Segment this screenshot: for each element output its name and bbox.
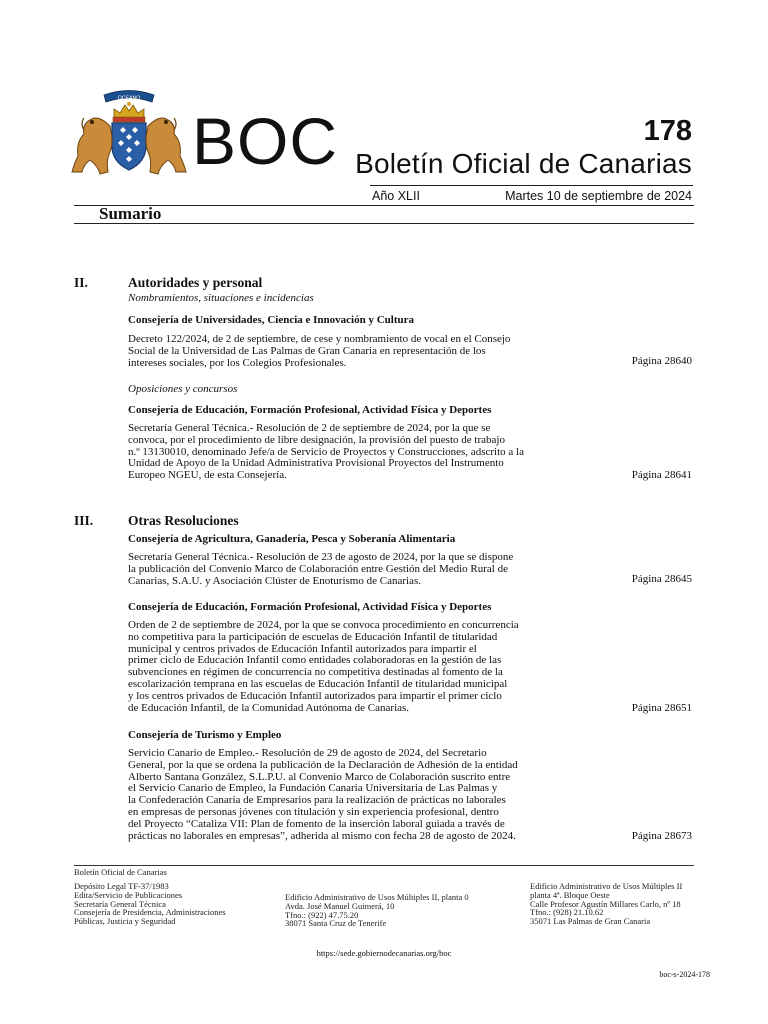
publication-date: Martes 10 de septiembre de 2024 xyxy=(505,189,692,203)
entry-line: el Servicio Canario de Empleo, la Fundación Canaria Universitaria de Las Palmas y xyxy=(128,782,498,795)
footer-line: Edita/Servicio de Publicaciones xyxy=(74,889,183,900)
footer-url-link[interactable]: https://sede.gobiernodecanarias.org/boc xyxy=(316,948,452,958)
footer-divider xyxy=(74,865,694,866)
coat-of-arms-logo xyxy=(70,84,188,179)
entry-line: del Proyecto “Cataliza VII: Plan de fomento de la inserción laboral guiada a través de xyxy=(128,817,505,830)
summary-rule-top xyxy=(74,205,694,206)
summary-entry[interactable] xyxy=(128,552,530,587)
footer-line: planta 4ª. Bloque Oeste xyxy=(530,889,610,900)
entry-line: Unidad de Apoyo de la Unidad Administrativa Provisional Proyectos del Instrumento xyxy=(128,457,504,470)
entry-line: subvenciones en régimen de concurrencia no competitiva destinadas al fomento de la xyxy=(128,666,503,679)
entry-line: no competitiva para la participación de escuelas de Educación Infantil de titularidad xyxy=(128,630,498,643)
footer-line: Edificio Administrativo de Usos Múltiples II xyxy=(530,881,683,891)
section-title: Autoridades y personal xyxy=(128,275,263,290)
entry-line: prácticas no laborales en empresas”, adherida al mismo con fecha 28 de agosto de 2024. xyxy=(128,829,516,842)
entry-line: Decreto 122/2024, de 2 de septiembre, de cese y nombramiento de vocal en el Consejo xyxy=(128,333,511,345)
footer-publication-name: Boletín Oficial de Canarias xyxy=(74,867,167,877)
page-reference-link[interactable]: Página 28651 xyxy=(631,702,692,714)
entry-line: la publicación del Convenio Marco de Colaboración entre Gestión del Medio Rural de xyxy=(128,562,508,575)
summary-entry[interactable] xyxy=(128,334,530,369)
entry-line: Servicio Canario de Empleo.- Resolución de 29 de agosto de 2024, del Secretario xyxy=(128,747,487,759)
page-reference-link[interactable]: Página 28640 xyxy=(631,355,692,367)
entry-line: Secretaría General Técnica.- Resolución de 23 de agosto de 2024, por la que se dispone xyxy=(128,551,514,563)
section-number: II. xyxy=(74,275,88,290)
entry-line: y los centros privados de Educación Infantil autorizados para impartir el primer ciclo xyxy=(128,689,502,702)
summary-entry[interactable] xyxy=(128,423,530,482)
entry-line: Social de la Universidad de Las Palmas de Gran Canaria en representación de los xyxy=(128,344,486,357)
footer-line: Edificio Administrativo de Usos Múltiples II, planta 0 xyxy=(285,892,469,902)
motto-lettering: OCEANO xyxy=(117,95,141,102)
footer-line: Consejería de Presidencia, Administraciones xyxy=(74,907,226,918)
entry-line: n.º 13130010, denominado Jefe/a de Servicio de Proyectos y Construcciones, adscrito a la xyxy=(128,445,524,458)
document-code: boc-s-2024-178 xyxy=(659,970,710,979)
footer-line: Tfno.: (922) 47.75.20 xyxy=(285,909,359,920)
summary-entry[interactable] xyxy=(128,620,530,714)
footer-tenerife-address xyxy=(285,893,505,928)
footer-publisher-info xyxy=(74,882,269,926)
summary-heading: Sumario xyxy=(99,204,162,223)
entry-line: la Confederación Canaria de Empresarios para la realización de prácticas no laborales xyxy=(128,794,506,807)
entry-line: Canarias, S.A.U. y Asociación Clúster de Enoturismo de Canarias. xyxy=(128,574,421,587)
header-divider xyxy=(370,185,693,186)
footer-line: 35071 Las Palmas de Gran Canaria xyxy=(530,916,651,927)
page-reference-link[interactable]: Página 28645 xyxy=(631,573,692,585)
organization-heading: Consejería de Educación, Formación Profesional, Actividad Física y Deportes xyxy=(128,601,492,613)
footer-line: Avda. José Manuel Guimerá, 10 xyxy=(285,900,395,911)
page-reference-link[interactable]: Página 28673 xyxy=(631,830,692,842)
entry-line: intereses sociales, por los Colegios Profesionales. xyxy=(128,356,347,369)
entry-line: General, por la que se ordena la publicación de la Declaración de Adhesión de la entidad xyxy=(128,758,518,771)
organization-heading: Consejería de Agricultura, Ganadería, Pesca y Soberanía Alimentaria xyxy=(128,533,456,545)
footer-line: Calle Profesor Agustín Millares Carlo, nº 18 xyxy=(530,898,681,909)
organization-heading: Consejería de Turismo y Empleo xyxy=(128,729,282,741)
footer-line: Depósito Legal TF-37/1983 xyxy=(74,881,169,891)
footer-gran-canaria-address xyxy=(530,882,700,926)
section-title: Otras Resoluciones xyxy=(128,513,239,528)
entry-line: Europeo NGEU, de esta Consejería. xyxy=(128,469,287,482)
entry-line: primer ciclo de Educación Infantil como entidades colaboradoras en la gestión de las xyxy=(128,654,502,667)
footer-line: Secretaría General Técnica xyxy=(74,898,166,909)
organization-heading: Consejería de Educación, Formación Profesional, Actividad Física y Deportes xyxy=(128,404,492,416)
summary-rule-bottom xyxy=(74,223,694,224)
footer-line: 38071 Santa Cruz de Tenerife xyxy=(285,918,387,929)
footer-line: Tfno.: (928) 21.10.62 xyxy=(530,907,604,918)
entry-line: municipal y centros privados de Educación Infantil autorizados para impartir el xyxy=(128,642,477,655)
publication-year: Año XLII xyxy=(372,189,420,203)
boc-logo-text: BOC xyxy=(192,104,339,178)
issue-number: 178 xyxy=(643,115,692,147)
entry-line: en empresas de personas jóvenes con titulación y sin experiencia profesional, dentro xyxy=(128,805,499,818)
summary-entry[interactable] xyxy=(128,748,530,842)
page-reference-link[interactable]: Página 28641 xyxy=(631,469,692,481)
entry-line: Orden de 2 de septiembre de 2024, por la que se convoca procedimiento en concurrencia xyxy=(128,619,519,631)
entry-line: escolarización temprana en las escuelas de Educación Infantil de titularidad municipal xyxy=(128,677,508,690)
subsection-title: Nombramientos, situaciones e incidencias xyxy=(128,292,314,304)
entry-line: de Educación Infantil, de la Comunidad Autónoma de Canarias. xyxy=(128,701,410,714)
entry-line: convoca, por el procedimiento de libre designación, la provisión del puesto de trabajo xyxy=(128,433,505,446)
footer-line: Públicas, Justicia y Seguridad xyxy=(74,916,176,927)
organization-heading: Consejería de Universidades, Ciencia e Innovación y Cultura xyxy=(128,314,414,326)
entry-line: Secretaría General Técnica.- Resolución de 2 de septiembre de 2024, por la que se xyxy=(128,422,491,434)
subsection-title: Oposiciones y concursos xyxy=(128,383,238,395)
section-number: III. xyxy=(74,513,94,528)
entry-line: Alberto Santana González, S.L.P.U. al Convenio Marco de Colaboración suscrito entre xyxy=(128,770,511,783)
publication-title: Boletín Oficial de Canarias xyxy=(355,148,692,179)
